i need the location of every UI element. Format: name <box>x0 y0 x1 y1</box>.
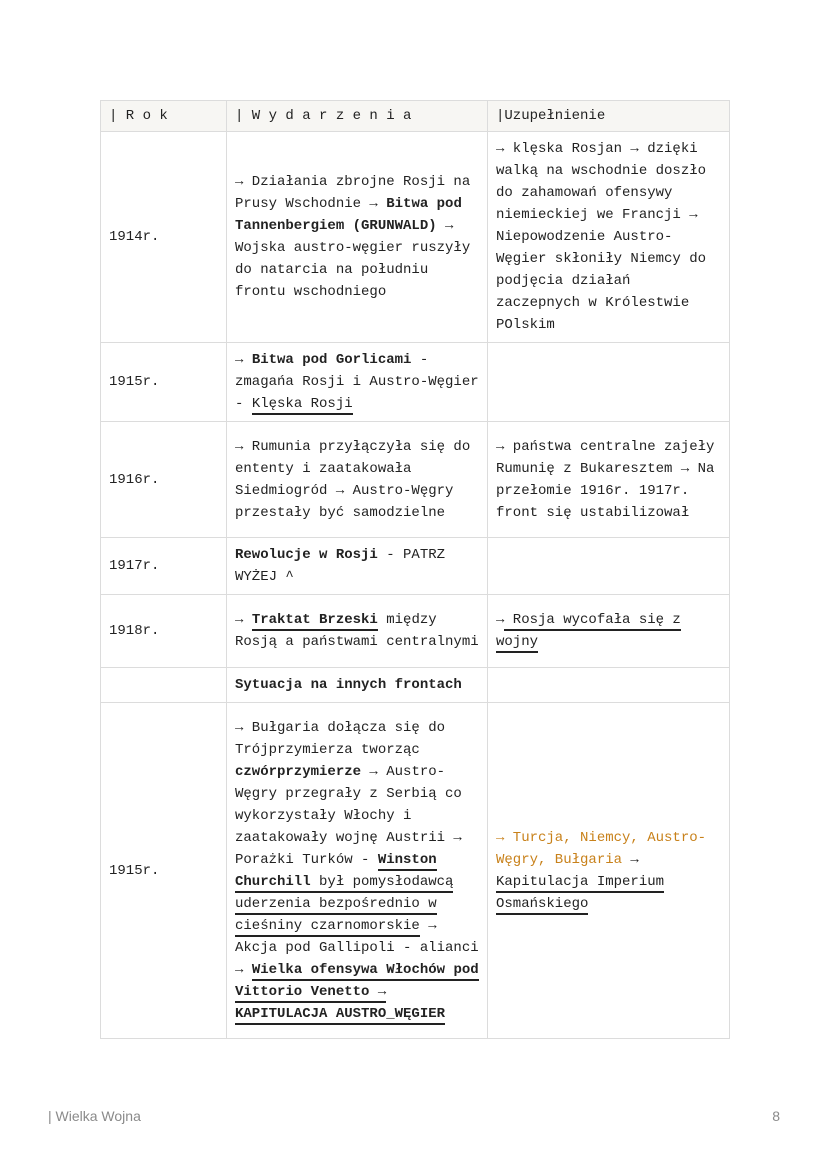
notes-cell: → państwa centralne zajeły Rumunię z Bukaresztem → Na przełomie 1916r. 1917r. front się ustabilizował <box>488 422 730 538</box>
notes-cell <box>488 538 730 595</box>
year-cell: 1915r. <box>101 343 227 422</box>
table-row <box>101 595 730 668</box>
year-cell: 1914r. <box>101 132 227 343</box>
year-cell <box>101 668 227 703</box>
year-cell: 1916r. <box>101 422 227 538</box>
table-row <box>101 132 730 343</box>
history-table <box>100 100 730 1039</box>
table-row <box>101 668 730 703</box>
table-row <box>101 703 730 1039</box>
header-notes: |Uzupełnienie <box>488 101 730 132</box>
notes-cell <box>488 668 730 703</box>
events-cell: → Bułgaria dołącza się do Trójprzymierza tworząc czwórprzymierze → Austro-Węgry przegrały z Serbią co wykorzystały Włochy i zaatakowały wojnę Austrii → Porażki Turków - Winston Churchill był pomysłodawcą uderzenia bezpośrednio w cieśniny czarnomorskie → Akcja pod Gallipoli - alianci → Wielka ofensywa Włochów pod Vittorio Venetto → KAPITULACJA AUSTRO_WĘGIER <box>227 703 488 1039</box>
section-heading: Sytuacja na innych frontach <box>227 668 488 703</box>
events-cell: → Rumunia przyłączyła się do ententy i zaatakowała Siedmiogród → Austro-Węgry przestały być samodzielne <box>227 422 488 538</box>
year-cell: 1917r. <box>101 538 227 595</box>
header-events: | W y d a r z e n i a <box>227 101 488 132</box>
header-year: | R o k <box>101 101 227 132</box>
footer-title: | Wielka Wojna <box>48 1108 141 1124</box>
table-row <box>101 343 730 422</box>
year-cell: 1918r. <box>101 595 227 668</box>
events-cell: → Działania zbrojne Rosji na Prusy Wschodnie → Bitwa pod Tannenbergiem (GRUNWALD) → Wojska austro-węgier ruszyły do natarcia na południu frontu wschodniego <box>227 132 488 343</box>
notes-cell: → Rosja wycofała się z wojny <box>488 595 730 668</box>
table-row <box>101 422 730 538</box>
notes-cell: → Turcja, Niemcy, Austro-Węgry, Bułgaria → Kapitulacja Imperium Osmańskiego <box>488 703 730 1039</box>
notes-cell <box>488 343 730 422</box>
table-header-row <box>101 101 730 132</box>
table-row <box>101 538 730 595</box>
events-cell: Rewolucje w Rosji - PATRZ WYŻEJ ^ <box>227 538 488 595</box>
events-cell: → Traktat Brzeski między Rosją a państwami centralnymi <box>227 595 488 668</box>
year-cell: 1915r. <box>101 703 227 1039</box>
page-number: 8 <box>772 1108 780 1124</box>
events-cell: → Bitwa pod Gorlicami - zmagańa Rosji i Austro-Węgier - Klęska Rosji <box>227 343 488 422</box>
notes-cell: → klęska Rosjan → dzięki walką na wschodnie doszło do zahamowań ofensywy niemieckiej we Francji → Niepowodzenie Austro-Węgier skłoniły Niemcy do podjęcia działań zaczepnych w Królestwie POlskim <box>488 132 730 343</box>
